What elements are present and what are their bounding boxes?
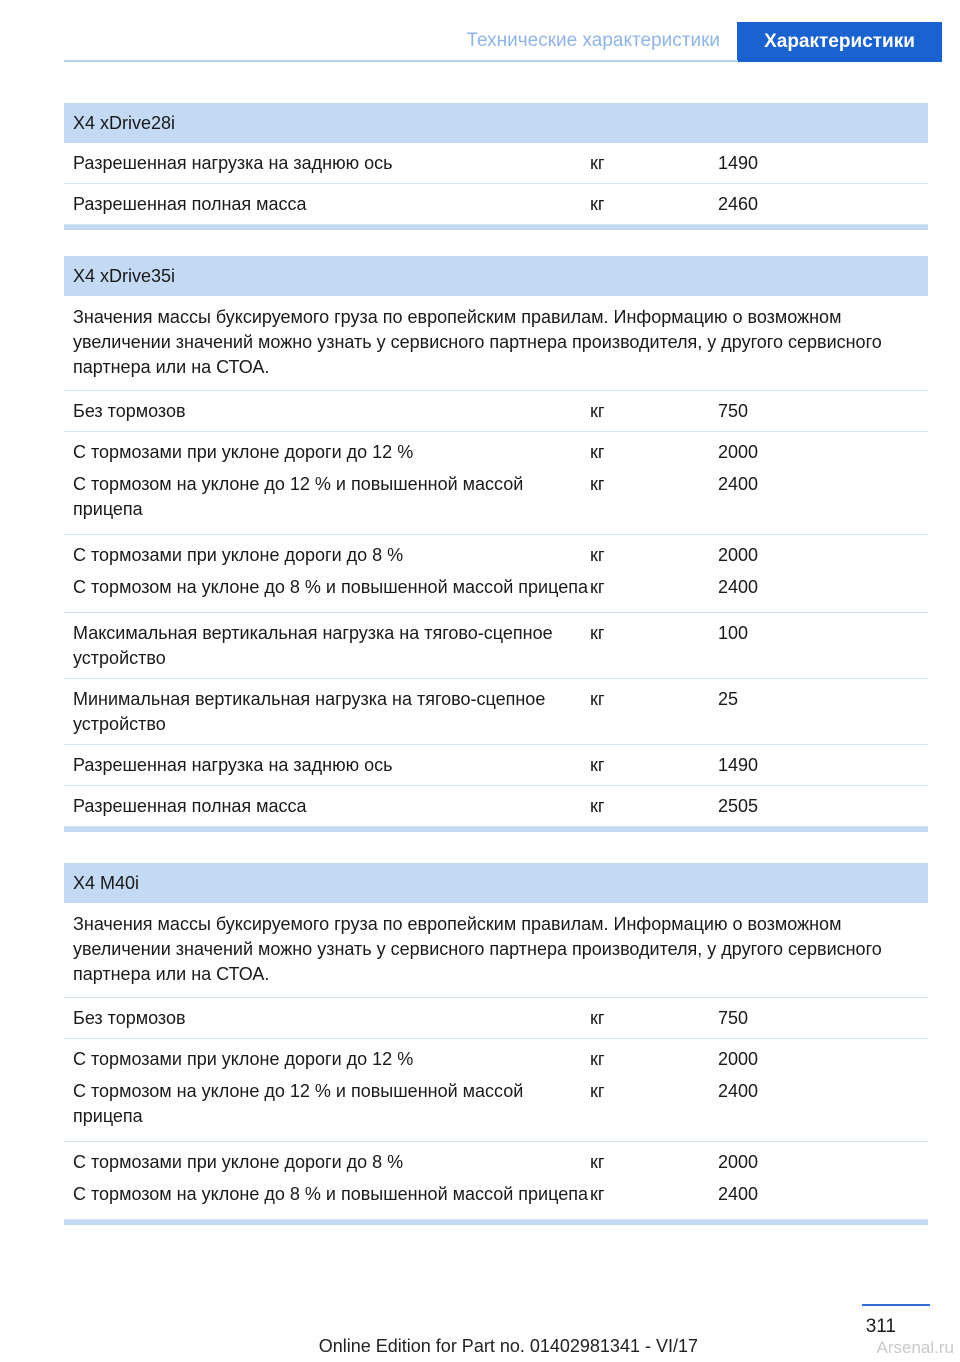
row-label: Разрешенная полная масса (73, 796, 307, 816)
table-row-group (64, 1142, 928, 1220)
row-unit: кг (590, 689, 605, 709)
row-unit: кг (590, 442, 605, 462)
table-subrow (64, 543, 928, 568)
table-subrow (64, 440, 928, 465)
row-value: 2400 (718, 1081, 759, 1101)
table-row (64, 391, 928, 432)
row-value: 2400 (718, 1184, 759, 1204)
row-unit: кг (590, 545, 605, 565)
table-row-group (64, 1039, 928, 1142)
table-row (64, 184, 928, 225)
table-subrow (64, 1182, 928, 1207)
chapter-tab[interactable]: Характеристики (737, 22, 942, 62)
table-row (64, 998, 928, 1039)
table-row (64, 745, 928, 786)
table-bottom-rule (64, 827, 928, 832)
row-label: С тормозами при уклоне дороги до 8 % (73, 1152, 404, 1172)
table-subrow (64, 1079, 928, 1129)
row-value: 1490 (718, 153, 759, 173)
table-row-group (64, 535, 928, 613)
row-unit: кг (590, 755, 605, 775)
table-note: Значения массы буксируемого груза по европейским правилам. Информацию о возможном увеличении значений можно узнать у сервисного партнера производителя, у другого сервисного партнера или на СТОА. (64, 296, 928, 391)
header-divider (64, 60, 738, 62)
table-title: X4 xDrive28i (64, 103, 928, 143)
row-value: 2460 (718, 194, 759, 214)
row-label: Без тормозов (73, 401, 186, 421)
row-value: 2000 (718, 1152, 759, 1172)
footer-divider (862, 1304, 930, 1306)
row-label: Максимальная вертикальная нагрузка на тягово-сцепное устройство (73, 623, 553, 668)
page-header (0, 0, 960, 62)
row-unit: кг (590, 474, 605, 494)
row-unit: кг (590, 1049, 605, 1069)
table-row (64, 786, 928, 827)
row-unit: кг (590, 153, 605, 173)
row-unit: кг (590, 1081, 605, 1101)
row-label: Минимальная вертикальная нагрузка на тягово-сцепное устройство (73, 689, 546, 734)
table-title: X4 M40i (64, 863, 928, 903)
page-number: 311 (865, 1316, 896, 1337)
row-value: 25 (718, 689, 739, 709)
table-bottom-rule (64, 225, 928, 230)
row-label: С тормозом на уклоне до 12 % и повышенной массой прицепа (73, 1081, 524, 1126)
table-row (64, 613, 928, 679)
row-unit: кг (590, 1008, 605, 1028)
table-row-group (64, 432, 928, 535)
table-bottom-rule (64, 1220, 928, 1225)
table-subrow (64, 575, 928, 600)
table-subrow (64, 472, 928, 522)
row-value: 2400 (718, 577, 759, 597)
row-unit: кг (590, 623, 605, 643)
row-value: 1490 (718, 755, 759, 775)
row-label: С тормозами при уклоне дороги до 8 % (73, 545, 404, 565)
row-label: Разрешенная полная масса (73, 194, 307, 214)
row-unit: кг (590, 1152, 605, 1172)
row-value: 2400 (718, 474, 759, 494)
row-unit: кг (590, 1184, 605, 1204)
watermark-site: Arsenal.ru (876, 1338, 954, 1357)
row-label: С тормозами при уклоне дороги до 12 % (73, 1049, 414, 1069)
table-subrow (64, 1150, 928, 1175)
spec-table-xdrive35i (64, 256, 928, 832)
row-label: С тормозом на уклоне до 8 % и повышенной массой прицепа (73, 577, 588, 597)
row-value: 750 (718, 1008, 749, 1028)
table-subrow (64, 1047, 928, 1072)
row-label: С тормозом на уклоне до 12 % и повышенной массой прицепа (73, 474, 524, 519)
edition-note: Online Edition for Part no. 01402981341 - VI/17 (318, 1336, 698, 1356)
row-value: 750 (718, 401, 749, 421)
row-label: С тормозами при уклоне дороги до 12 % (73, 442, 414, 462)
row-value: 2000 (718, 1049, 759, 1069)
row-value: 100 (718, 623, 749, 643)
row-label: Разрешенная нагрузка на заднюю ось (73, 153, 393, 173)
spec-table-xdrive28i (64, 103, 928, 230)
row-unit: кг (590, 194, 605, 214)
row-label: С тормозом на уклоне до 8 % и повышенной массой прицепа (73, 1184, 588, 1204)
table-title: X4 xDrive35i (64, 256, 928, 296)
row-unit: кг (590, 401, 605, 421)
table-row (64, 143, 928, 184)
row-value: 2000 (718, 545, 759, 565)
row-unit: кг (590, 796, 605, 816)
row-label: Без тормозов (73, 1008, 186, 1028)
row-value: 2505 (718, 796, 759, 816)
row-unit: кг (590, 577, 605, 597)
section-title: Технические характеристики (466, 30, 720, 51)
spec-table-m40i (64, 863, 928, 1225)
table-row (64, 679, 928, 745)
row-label: Разрешенная нагрузка на заднюю ось (73, 755, 393, 775)
row-value: 2000 (718, 442, 759, 462)
table-note: Значения массы буксируемого груза по европейским правилам. Информацию о возможном увеличении значений можно узнать у сервисного партнера производителя, у другого сервисного партнера или на СТОА. (64, 903, 928, 998)
